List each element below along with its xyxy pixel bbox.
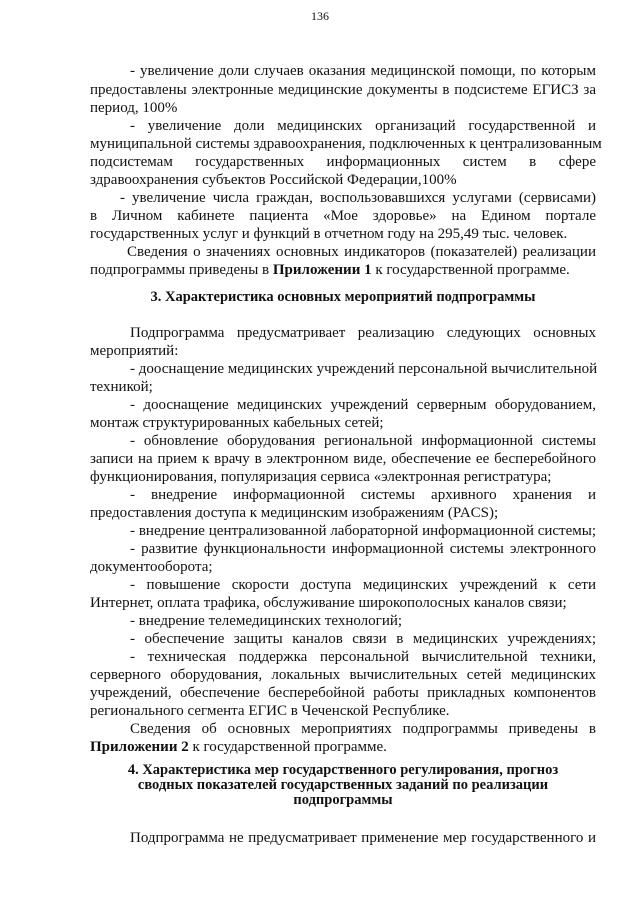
text-line: здравоохранения субъектов Российской Федерации,100% <box>90 172 457 188</box>
text-line: документооборота; <box>90 559 213 575</box>
text-line: - развитие функциональности информационной системы электронного <box>130 541 596 557</box>
text-line: подсистемам государственных информационных систем в сфере <box>90 154 596 170</box>
text-fragment: к государственной программе. <box>371 262 570 278</box>
text-line: техникой; <box>90 379 153 395</box>
text-line: предоставления доступа к медицинским изображениям (PACS); <box>90 505 499 521</box>
text-line: - увеличение числа граждан, воспользовавшихся услугами (сервисами) <box>120 190 596 206</box>
text-line <box>90 738 596 756</box>
text-line: - внедрение информационной системы архивного хранения и <box>130 487 596 503</box>
section-heading: 4. Характеристика мер государственного регулирования, прогноз <box>127 762 559 778</box>
text-line: функционирования, популяризация сервиса «электронная регистратура; <box>90 469 552 485</box>
text-line: - увеличение доли медицинских организаций государственной и <box>130 118 596 134</box>
text-line: Подпрограмма не предусматривает применение мер государственного и <box>130 830 596 846</box>
text-line: мероприятий: <box>90 343 179 359</box>
section-heading: 3. Характеристика основных мероприятий подпрограммы <box>150 289 536 305</box>
text-line: - повышение скорости доступа медицинских учреждений к сети <box>130 577 596 593</box>
text-line <box>90 261 596 279</box>
text-line: учреждений, обеспечение бесперебойной работы прикладных компонентов <box>90 685 596 701</box>
text-line: государственных услуг и функций в отчетном году на 295,49 тыс. человек. <box>90 226 568 242</box>
text-line: предоставлены электронные медицинские документы в подсистеме ЕГИСЗ за <box>90 82 596 98</box>
text-line: монтаж структурированных кабельных сетей; <box>90 415 384 431</box>
text-line: Подпрограмма предусматривает реализацию следующих основных <box>130 325 596 341</box>
text-fragment: подпрограммы приведены в <box>90 262 273 278</box>
section-heading: подпрограммы <box>293 792 393 808</box>
text-line: - дооснащение медицинских учреждений персональной вычислительной <box>130 361 598 377</box>
text-fragment: к государственной программе. <box>188 739 387 755</box>
text-line: - обновление оборудования региональной информационной системы <box>130 433 596 449</box>
appendix-ref: Приложении 1 <box>272 262 372 278</box>
text-line: - внедрение телемедицинских технологий; <box>130 613 403 629</box>
text-line: период, 100% <box>90 100 178 116</box>
page-number: 136 <box>311 9 329 23</box>
text-line: записи на прием к врачу в электронном виде, обеспечение ее бесперебойного <box>90 451 596 467</box>
text-line: - внедрение централизованной лабораторной информационной системы; <box>130 523 596 539</box>
text-line: серверного оборудования, локальных вычислительных сетей медицинских <box>90 667 596 683</box>
text-line: - дооснащение медицинских учреждений серверным оборудованием, <box>130 397 596 413</box>
text-line: - техническая поддержка персональной вычислительной техники, <box>130 649 596 665</box>
text-line: Интернет, оплата трафика, обслуживание широкополосных каналов связи; <box>90 595 567 611</box>
text-line: - увеличение доли случаев оказания медицинской помощи, по которым <box>130 63 596 79</box>
appendix-ref: Приложении 2 <box>90 739 189 755</box>
text-line: - обеспечение защиты каналов связи в медицинских учреждениях; <box>130 631 596 647</box>
text-line: Сведения о значениях основных индикаторов (показателей) реализации <box>127 244 596 260</box>
section-heading: сводных показателей государственных заданий по реализации <box>137 777 549 793</box>
text-line: в Личном кабинете пациента «Мое здоровье» на Едином портале <box>90 208 596 224</box>
text-line: Сведения об основных мероприятиях подпрограммы приведены в <box>130 721 596 737</box>
text-line: регионального сегмента ЕГИС в Чеченской Республике. <box>90 703 450 719</box>
text-line: муниципальной системы здравоохранения, подключенных к централизованным <box>90 136 602 152</box>
